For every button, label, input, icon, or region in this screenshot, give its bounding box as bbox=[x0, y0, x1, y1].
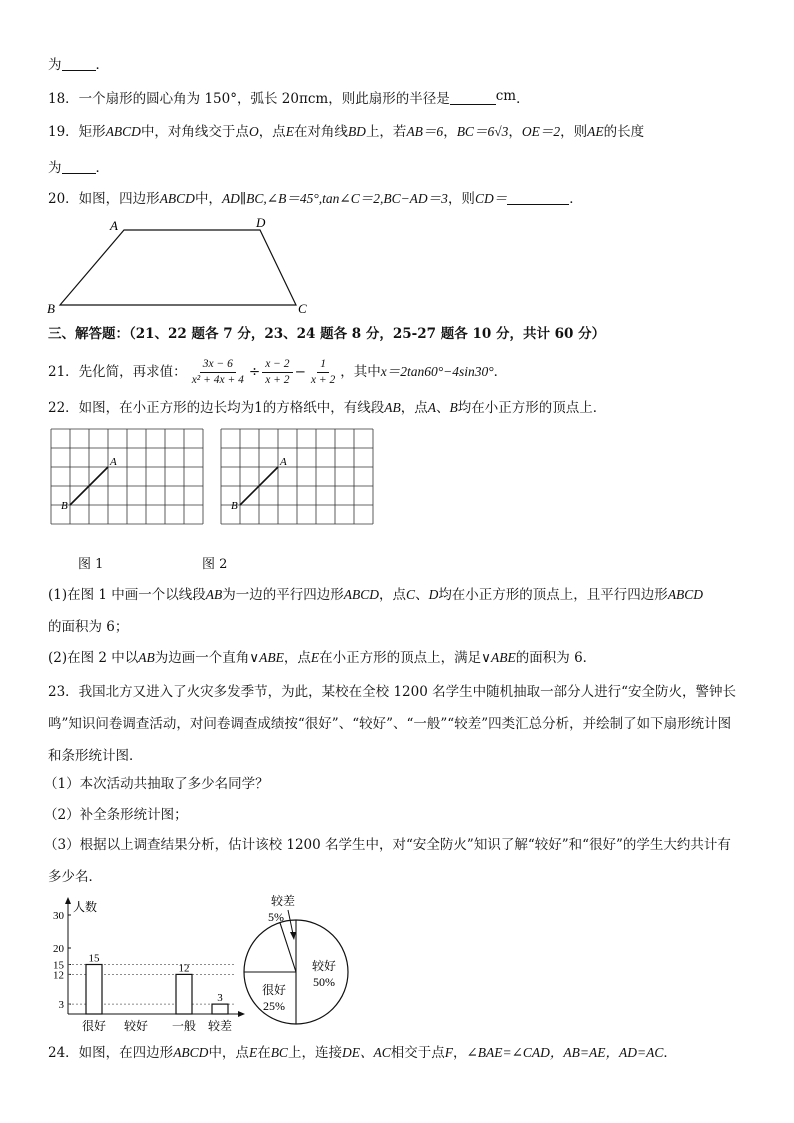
math: ABCD bbox=[105, 124, 141, 139]
question-18 bbox=[48, 86, 530, 109]
bar-data-label: 12 bbox=[178, 962, 190, 975]
math: BC bbox=[270, 1045, 288, 1060]
x-category-label: 较差 bbox=[207, 1019, 233, 1033]
y-axis-arrow bbox=[65, 897, 71, 904]
math: ABCD bbox=[667, 587, 704, 602]
text: 为 bbox=[48, 160, 62, 176]
text: 、 bbox=[436, 400, 450, 416]
question-24 bbox=[48, 1043, 677, 1063]
text: 24．如图，在四边形 bbox=[48, 1045, 174, 1061]
text: 的长度 bbox=[603, 124, 645, 140]
denominator: x + 2 bbox=[265, 374, 290, 386]
y-tick-label: 15 bbox=[53, 959, 64, 972]
math: AD∥BC,∠B＝45°,tan∠C＝2,BC−AD＝3 bbox=[221, 191, 448, 206]
math: ∨ABE bbox=[249, 650, 284, 665]
question-21 bbox=[48, 355, 507, 389]
text: 在小正方形的顶点上，满足 bbox=[319, 650, 482, 666]
text: (1)在图 1 中画一个以线段 bbox=[48, 587, 206, 603]
bar-data-label: 3 bbox=[217, 992, 223, 1005]
math: x＝2tan60°−4sin30° bbox=[380, 364, 494, 379]
question-23-sub-3: （3）根据以上调查结果分析，估计该校 1200 名学生中，对“安全防火”知识了解“较好”和“很好”的学生大约共计有 bbox=[44, 837, 731, 853]
point-a-label: A bbox=[110, 456, 117, 468]
fraction-2 bbox=[262, 357, 292, 388]
text: 22．如图，在小正方形的边长均为1的方格纸中，有线段 bbox=[48, 400, 385, 416]
question-23-sub-3-cont: 多少名． bbox=[48, 869, 102, 885]
answer-blank bbox=[507, 190, 569, 205]
math: A bbox=[427, 400, 437, 415]
text: ，其中 bbox=[340, 364, 381, 380]
pie-label-jiaocha: 较差 bbox=[270, 894, 296, 908]
numerator: 3x − 6 bbox=[200, 357, 236, 373]
math: ABCD bbox=[173, 1045, 209, 1060]
text: (2)在图 2 中以 bbox=[48, 650, 139, 666]
text: 相交于点 bbox=[390, 1045, 445, 1061]
text: 上，连接 bbox=[287, 1045, 342, 1061]
question-23-line-2: 鸣”知识问卷调查活动，对问卷调查成绩按“很好”、“较好”、“一般”“较差”四类汇总分析，并绘制了如下扇形统计图 bbox=[48, 716, 732, 732]
text: 21．先化简，再求值： bbox=[48, 364, 187, 380]
question-text: 18．一个扇形的圆心角为 150°，弧长 20πcm，则此扇形的半径是 bbox=[48, 91, 450, 107]
question-19 bbox=[48, 122, 644, 142]
bar bbox=[176, 974, 192, 1014]
math: D bbox=[428, 587, 439, 602]
math: AB bbox=[138, 650, 155, 665]
text: ， bbox=[452, 1045, 467, 1061]
answer-blank bbox=[62, 159, 96, 174]
pie-label-henhao: 很好 bbox=[261, 983, 287, 997]
figure-1-caption: 图 1 bbox=[78, 557, 104, 572]
math: AB bbox=[384, 400, 401, 415]
math: DE、AC bbox=[341, 1045, 391, 1060]
math: ∨ABE bbox=[481, 650, 516, 665]
text: ， bbox=[508, 124, 522, 140]
text: 在 bbox=[257, 1045, 271, 1061]
text: ，点 bbox=[379, 587, 407, 603]
x-category-label: 很好 bbox=[81, 1019, 107, 1033]
math: ∠BAE=∠CAD，AB=AE，AD=AC bbox=[466, 1045, 664, 1060]
question-23-sub-2: （2）补全条形统计图； bbox=[44, 807, 188, 823]
pie-value-jiaocha: 5% bbox=[268, 910, 284, 924]
trapezoid-figure bbox=[40, 212, 320, 317]
question-23-line-1: 23．我国北方又进入了火灾多发季节，为此，某校在全校 1200 名学生中随机抽取一部分人进行“安全防火，警钟长 bbox=[48, 684, 737, 700]
point-a-label: A bbox=[280, 456, 287, 468]
fraction-3 bbox=[308, 357, 338, 388]
math: OE＝2 bbox=[521, 124, 561, 139]
y-tick-label: 12 bbox=[53, 969, 64, 982]
fraction-1 bbox=[189, 357, 247, 388]
pie-chart bbox=[238, 890, 358, 1035]
math: AB bbox=[205, 587, 223, 602]
y-tick-label: 30 bbox=[53, 910, 64, 922]
numerator: x − 2 bbox=[262, 357, 292, 373]
text: 19．矩形 bbox=[48, 124, 106, 140]
text: ． bbox=[663, 1045, 677, 1061]
text: ，则 bbox=[560, 124, 588, 140]
x-category-label: 较好 bbox=[123, 1019, 149, 1033]
text: 上，若 bbox=[365, 124, 407, 140]
math: BC＝6√3 bbox=[456, 124, 509, 139]
text: ， bbox=[443, 124, 457, 140]
text: ． bbox=[95, 57, 109, 73]
text: ． bbox=[569, 191, 583, 207]
answer-blank bbox=[450, 90, 496, 105]
y-axis-label: 人数 bbox=[73, 900, 98, 914]
numerator: 1 bbox=[317, 357, 329, 373]
math: AE bbox=[587, 124, 604, 139]
text: 、 bbox=[415, 587, 429, 603]
trapezoid-shape bbox=[60, 230, 296, 305]
text: 为 bbox=[48, 57, 62, 73]
text: 为边画一个直角 bbox=[154, 650, 250, 666]
math: BD bbox=[347, 124, 366, 139]
vertex-b-label: B bbox=[47, 301, 55, 316]
operator: − bbox=[294, 364, 306, 380]
math: AB＝6 bbox=[406, 124, 444, 139]
vertex-c-label: C bbox=[298, 301, 307, 316]
denominator: x² + 4x + 4 bbox=[191, 374, 244, 386]
bar bbox=[212, 1004, 228, 1014]
math: E bbox=[285, 124, 294, 139]
figure-2-caption: 图 2 bbox=[202, 557, 228, 572]
bar-chart bbox=[40, 892, 245, 1037]
vertex-a-label: A bbox=[110, 218, 118, 233]
grid-figure-2 bbox=[215, 427, 375, 542]
q19-tail bbox=[48, 158, 109, 178]
text: ． bbox=[516, 91, 530, 107]
operator: ÷ bbox=[248, 364, 261, 380]
math: C bbox=[406, 587, 416, 602]
text: 20．如图，四边形 bbox=[48, 191, 160, 207]
x-category-label: 一般 bbox=[171, 1019, 197, 1033]
point-b-label: B bbox=[231, 500, 238, 512]
math: B bbox=[449, 400, 458, 415]
text: ，则 bbox=[447, 191, 475, 207]
question-23-line-3: 和条形统计图． bbox=[48, 748, 143, 764]
unit: cm bbox=[495, 88, 517, 104]
text: 中，点 bbox=[208, 1045, 249, 1061]
denominator: x + 2 bbox=[310, 374, 336, 386]
text: 为一边的平行四边形 bbox=[222, 587, 344, 603]
math: E bbox=[310, 650, 320, 665]
question-22 bbox=[48, 398, 606, 418]
point-b-label: B bbox=[61, 500, 68, 512]
pie-label-jiaohao: 较好 bbox=[311, 959, 337, 973]
text: 均在小正方形的顶点上． bbox=[457, 400, 607, 416]
math: CD＝ bbox=[474, 191, 508, 206]
text: 中，对角线交于点 bbox=[140, 124, 249, 140]
question-22-part-2 bbox=[48, 648, 596, 668]
text: ． bbox=[95, 160, 109, 176]
q17-tail bbox=[48, 55, 109, 75]
section-3-heading: 三、解答题：（21、22 题各 7 分，23、24 题各 8 分，25-27 题各 10 分，共计 60 分） bbox=[48, 326, 606, 342]
bar-data-label: 15 bbox=[88, 952, 100, 965]
vertex-d-label: D bbox=[256, 215, 266, 230]
y-tick-label: 3 bbox=[58, 999, 64, 1012]
text: 的面积为 6． bbox=[515, 650, 597, 666]
question-22-part-1 bbox=[48, 585, 703, 605]
text: ． bbox=[493, 364, 508, 380]
text: 在对角线 bbox=[293, 124, 348, 140]
y-tick-label: 20 bbox=[53, 943, 64, 955]
question-23-sub-1: （1）本次活动共抽取了多少名同学？ bbox=[44, 776, 269, 792]
math: O bbox=[248, 124, 259, 139]
bar bbox=[86, 965, 102, 1015]
text: ，点 bbox=[258, 124, 286, 140]
question-22-part-1-cont: 的面积为 6； bbox=[48, 619, 129, 635]
text: 均在小正方形的顶点上，且平行四边形 bbox=[438, 587, 668, 603]
math: ABCD bbox=[343, 587, 380, 602]
math: E bbox=[248, 1045, 258, 1060]
text: ，点 bbox=[400, 400, 428, 416]
question-20 bbox=[48, 189, 583, 209]
pie-value-henhao: 25% bbox=[263, 999, 285, 1013]
answer-blank bbox=[62, 56, 96, 71]
math: ABCD bbox=[159, 191, 195, 206]
grid-figure-1 bbox=[45, 427, 205, 542]
pie-value-jiaohao: 50% bbox=[313, 975, 335, 989]
text: ，点 bbox=[283, 650, 311, 666]
text: 中， bbox=[194, 191, 222, 207]
math: F bbox=[444, 1045, 453, 1060]
